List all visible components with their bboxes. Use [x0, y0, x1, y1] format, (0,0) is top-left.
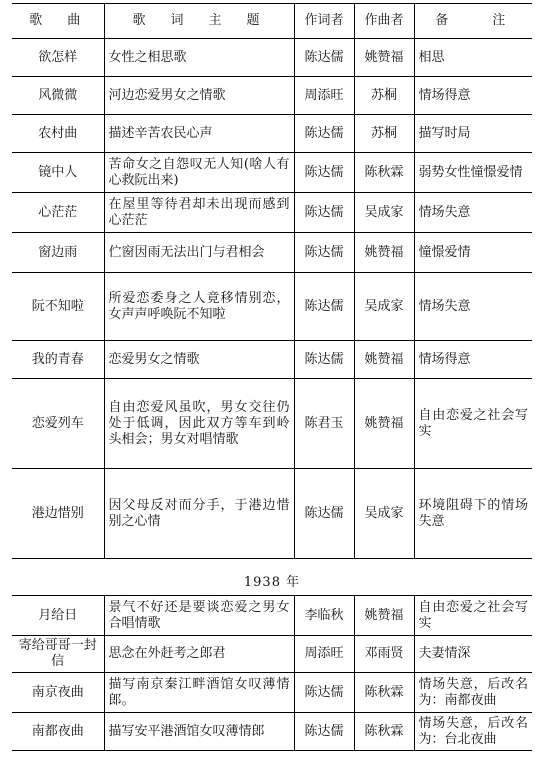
cell-song: 欲怎样 [12, 39, 104, 77]
cell-lyricist: 陈达儒 [294, 273, 354, 341]
table-row [12, 115, 532, 153]
cell-note: 情场失意，后改名为：南都夜曲 [414, 673, 532, 713]
cell-song: 恋爱列车 [12, 379, 104, 469]
cell-song: 阮不知啦 [12, 273, 104, 341]
table-section-1938 [12, 595, 532, 751]
cell-composer: 吴成家 [354, 193, 414, 233]
table-row [12, 713, 532, 751]
table-row [12, 233, 532, 273]
cell-note: 弱势女性憧憬爱情 [414, 153, 532, 193]
cell-song: 风微微 [12, 77, 104, 115]
cell-song: 心茫茫 [12, 193, 104, 233]
cell-song: 窗边雨 [12, 233, 104, 273]
table-row [12, 636, 532, 673]
cell-note: 描写时局 [414, 115, 532, 153]
cell-lyricist: 陈达儒 [294, 713, 354, 751]
songs-table-1938 [12, 595, 532, 751]
cell-note: 自由恋爱之社会写实 [414, 379, 532, 469]
cell-note: 夫妻情深 [414, 636, 532, 673]
cell-composer: 姚赞福 [354, 596, 414, 636]
cell-composer: 陈秋霖 [354, 153, 414, 193]
header-song: 歌 曲 [12, 4, 104, 39]
cell-composer: 苏桐 [354, 77, 414, 115]
cell-song: 月给日 [12, 596, 104, 636]
cell-theme: 女性之相思歌 [104, 39, 294, 77]
cell-lyricist: 陈达儒 [294, 153, 354, 193]
cell-lyricist: 陈达儒 [294, 39, 354, 77]
cell-song: 农村曲 [12, 115, 104, 153]
cell-theme: 恋爱男女之情歌 [104, 341, 294, 379]
cell-theme: 因父母反对而分手，于港边惜别之心情 [104, 469, 294, 559]
cell-theme: 在屋里等待君却未出现而感到心茫茫 [104, 193, 294, 233]
header-note: 备 注 [414, 4, 532, 39]
table-row [12, 153, 532, 193]
cell-theme: 自由恋爱风虽吹，男女交往仍处于低调，因此双方等车到岭头相会；男女对唱情歌 [104, 379, 294, 469]
cell-lyricist: 李临秋 [294, 596, 354, 636]
table-body-2 [12, 596, 532, 751]
cell-lyricist: 陈达儒 [294, 341, 354, 379]
cell-lyricist: 周添旺 [294, 77, 354, 115]
cell-composer: 苏桐 [354, 115, 414, 153]
table-row [12, 341, 532, 379]
cell-note: 情场得意 [414, 77, 532, 115]
cell-theme: 景气不好还是要谈恋爱之男女合唱情歌 [104, 596, 294, 636]
cell-composer: 姚赞福 [354, 379, 414, 469]
cell-theme: 描写南京秦江畔酒馆女叹薄情郎。 [104, 673, 294, 713]
cell-lyricist: 陈达儒 [294, 115, 354, 153]
cell-composer: 吴成家 [354, 273, 414, 341]
cell-theme: 思念在外赶考之郎君 [104, 636, 294, 673]
cell-lyricist: 陈达儒 [294, 469, 354, 559]
cell-theme: 所爱恋委身之人竟移情别恋，女声声呼唤阮不知啦 [104, 273, 294, 341]
song-table-page [12, 3, 532, 747]
cell-composer: 姚赞福 [354, 39, 414, 77]
cell-note: 情场失意，后改名为：台北夜曲 [414, 713, 532, 751]
cell-note: 情场得意 [414, 341, 532, 379]
cell-theme: 描写安平港酒馆女叹薄情郎 [104, 713, 294, 751]
cell-song: 南都夜曲 [12, 713, 104, 751]
table-row [12, 193, 532, 233]
cell-song: 寄给哥哥一封信 [12, 636, 104, 673]
cell-song: 镜中人 [12, 153, 104, 193]
cell-composer: 陈秋霖 [354, 713, 414, 751]
cell-composer: 邓雨贤 [354, 636, 414, 673]
table-row [12, 77, 532, 115]
cell-note: 自由恋爱之社会写实 [414, 596, 532, 636]
cell-composer: 姚赞福 [354, 233, 414, 273]
cell-lyricist: 周添旺 [294, 636, 354, 673]
cell-note: 情场失意 [414, 273, 532, 341]
header-lyricist: 作词者 [294, 4, 354, 39]
header-theme: 歌 词 主 题 [104, 4, 294, 39]
cell-composer: 姚赞福 [354, 341, 414, 379]
cell-note: 憧憬爱情 [414, 233, 532, 273]
cell-theme: 伫窗因雨无法出门与君相会 [104, 233, 294, 273]
cell-song: 南京夜曲 [12, 673, 104, 713]
cell-theme: 河边恋爱男女之情歌 [104, 77, 294, 115]
cell-lyricist: 陈达儒 [294, 193, 354, 233]
table-row [12, 596, 532, 636]
year-label: 1938 年 [243, 575, 301, 590]
header-row [12, 4, 532, 39]
table-row [12, 379, 532, 469]
cell-composer: 吴成家 [354, 469, 414, 559]
cell-song: 港边惜别 [12, 469, 104, 559]
cell-lyricist: 陈达儒 [294, 673, 354, 713]
cell-composer: 陈秋霖 [354, 673, 414, 713]
header-composer: 作曲者 [354, 4, 414, 39]
table-row [12, 673, 532, 713]
cell-note: 相思 [414, 39, 532, 77]
cell-note: 情场失意 [414, 193, 532, 233]
table-row [12, 469, 532, 559]
cell-theme: 苦命女之自怨叹无人知(啥人有心救阮出来) [104, 153, 294, 193]
cell-note: 环境阻碍下的情场失意 [414, 469, 532, 559]
table-row [12, 39, 532, 77]
table-body-1 [12, 39, 532, 559]
cell-lyricist: 陈君玉 [294, 379, 354, 469]
cell-theme: 描述辛苦农民心声 [104, 115, 294, 153]
table-row [12, 273, 532, 341]
cell-song: 我的青春 [12, 341, 104, 379]
cell-lyricist: 陈达儒 [294, 233, 354, 273]
songs-table-main [12, 3, 532, 559]
